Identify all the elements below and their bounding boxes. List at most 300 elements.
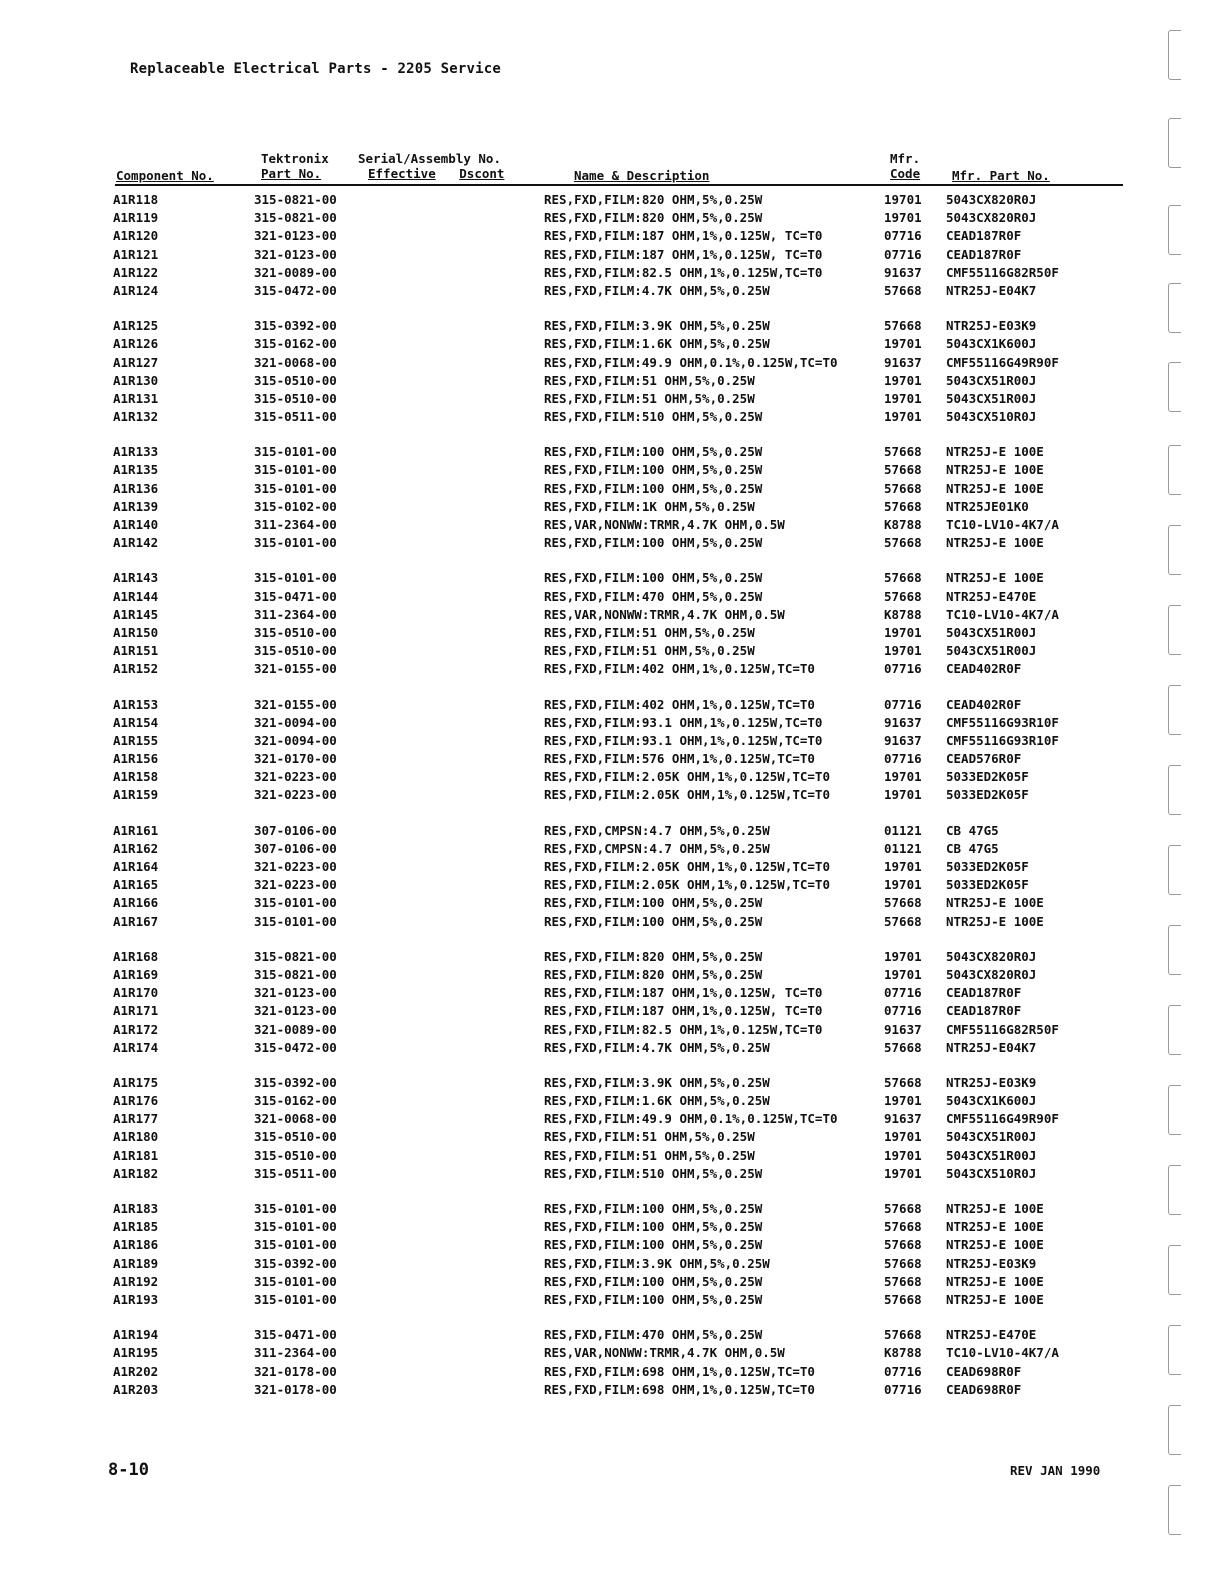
binder-tab-mark: [1168, 118, 1181, 168]
name-description: RES,FXD,FILM:820 OHM,5%,0.25W: [544, 948, 763, 964]
tek-part-no: 315-0510-00: [254, 624, 337, 640]
component-no: A1R164: [113, 859, 159, 874]
mfr-code: 57668: [884, 282, 922, 298]
mfr-code: 01121: [884, 840, 922, 856]
table-row: [0, 535, 1225, 553]
table-row: [0, 444, 1225, 462]
parts-group: [0, 444, 1225, 553]
parts-group: [0, 1327, 1225, 1400]
name-description: RES,FXD,FILM:51 OHM,5%,0.25W: [544, 372, 755, 388]
tek-part-no: 321-0178-00: [254, 1381, 337, 1397]
mfr-part-no: TC10-LV10-4K7/A: [946, 606, 1059, 622]
mfr-code: 07716: [884, 985, 922, 1001]
col-header-mfr-code: [890, 151, 920, 181]
tek-part-no: 321-0068-00: [254, 354, 337, 370]
tek-part-no: 315-0101-00: [254, 1273, 337, 1289]
col-header-tek-line1: Tektronix: [261, 151, 329, 166]
tek-part-no: 321-0123-00: [254, 246, 337, 262]
table-row: [0, 283, 1225, 301]
component-no: A1R150: [113, 624, 159, 640]
component-no: A1R167: [113, 913, 159, 929]
table-row: [0, 733, 1225, 751]
mfr-code: 19701: [884, 948, 922, 964]
table-row: [0, 265, 1225, 283]
component-no: A1R192: [113, 1273, 159, 1289]
mfr-part-no: 5043CX820R0J: [946, 192, 1037, 207]
table-row: [0, 625, 1225, 643]
mfr-code: 19701: [884, 787, 922, 803]
name-description: RES,FXD,FILM:1.6K OHM,5%,0.25W: [544, 1093, 770, 1109]
name-description: RES,FXD,FILM:51 OHM,5%,0.25W: [544, 1129, 755, 1145]
mfr-code: 57668: [884, 1201, 922, 1216]
parts-group: [0, 318, 1225, 427]
mfr-part-no: 5043CX51R00J: [946, 643, 1037, 659]
name-description: RES,FXD,FILM:820 OHM,5%,0.25W: [544, 192, 763, 207]
table-row: [0, 1075, 1225, 1093]
tek-part-no: 321-0155-00: [254, 696, 337, 712]
mfr-part-no: CEAD576R0F: [946, 751, 1022, 767]
component-no: A1R152: [113, 661, 159, 677]
mfr-part-no: 5033ED2K05F: [946, 769, 1029, 785]
binder-tab-mark: [1168, 205, 1181, 255]
tek-part-no: 315-0102-00: [254, 498, 337, 514]
mfr-code: K8788: [884, 517, 922, 532]
table-row: [0, 247, 1225, 265]
table-row: [0, 391, 1225, 409]
tek-part-no: 311-2364-00: [254, 517, 337, 532]
component-no: A1R165: [113, 877, 159, 893]
mfr-code: 07716: [884, 1381, 922, 1397]
table-row: [0, 318, 1225, 336]
mfr-part-no: CMF55116G93R10F: [946, 714, 1059, 730]
col-header-serial: [358, 151, 504, 181]
component-no: A1R140: [113, 517, 159, 532]
tek-part-no: 315-0162-00: [254, 1093, 337, 1109]
tek-part-no: 315-0101-00: [254, 1237, 337, 1253]
name-description: RES,FXD,FILM:187 OHM,1%,0.125W, TC=T0: [544, 228, 823, 244]
mfr-code: 91637: [884, 714, 922, 730]
table-row: [0, 769, 1225, 787]
mfr-part-no: CEAD698R0F: [946, 1363, 1022, 1379]
parts-group: [0, 949, 1225, 1058]
mfr-part-no: TC10-LV10-4K7/A: [946, 1345, 1059, 1361]
component-no: A1R122: [113, 264, 159, 280]
mfr-part-no: NTR25J-E03K9: [946, 1255, 1037, 1271]
name-description: RES,FXD,FILM:187 OHM,1%,0.125W, TC=T0: [544, 985, 823, 1001]
page-number: 8-10: [108, 1460, 149, 1480]
name-description: RES,FXD,FILM:100 OHM,5%,0.25W: [544, 535, 763, 551]
component-no: A1R145: [113, 606, 159, 622]
binder-tab-mark: [1168, 283, 1181, 333]
name-description: RES,FXD,FILM:576 OHM,1%,0.125W,TC=T0: [544, 751, 815, 767]
mfr-code: 19701: [884, 624, 922, 640]
component-no: A1R202: [113, 1363, 159, 1379]
tek-part-no: 315-0510-00: [254, 643, 337, 659]
mfr-code: 19701: [884, 877, 922, 893]
mfr-code: 19701: [884, 1129, 922, 1145]
component-no: A1R172: [113, 1021, 159, 1037]
mfr-code: 07716: [884, 246, 922, 262]
name-description: RES,FXD,FILM:100 OHM,5%,0.25W: [544, 1219, 763, 1235]
table-row: [0, 985, 1225, 1003]
component-no: A1R156: [113, 751, 159, 767]
name-description: RES,FXD,FILM:510 OHM,5%,0.25W: [544, 409, 763, 425]
name-description: RES,FXD,CMPSN:4.7 OHM,5%,0.25W: [544, 822, 770, 838]
name-description: RES,FXD,FILM:2.05K OHM,1%,0.125W,TC=T0: [544, 859, 830, 874]
binder-tab-mark: [1168, 765, 1181, 815]
mfr-code: 91637: [884, 264, 922, 280]
mfr-code: 19701: [884, 1165, 922, 1181]
mfr-code: 07716: [884, 696, 922, 712]
tek-part-no: 315-0821-00: [254, 210, 337, 226]
col-header-name-desc: Name & Description: [574, 168, 710, 183]
component-no: A1R174: [113, 1039, 159, 1055]
table-row: [0, 1129, 1225, 1147]
tek-part-no: 315-0101-00: [254, 1291, 337, 1307]
mfr-code: 57668: [884, 895, 922, 911]
mfr-part-no: NTR25J-E03K9: [946, 1074, 1037, 1090]
mfr-code: 19701: [884, 1147, 922, 1163]
tek-part-no: 315-0472-00: [254, 282, 337, 298]
table-row: [0, 1201, 1225, 1219]
tek-part-no: 315-0510-00: [254, 1147, 337, 1163]
binder-tab-mark: [1168, 605, 1181, 655]
component-no: A1R159: [113, 787, 159, 803]
table-row: [0, 1093, 1225, 1111]
mfr-part-no: CMF55116G49R90F: [946, 1111, 1059, 1127]
mfr-code: 57668: [884, 1291, 922, 1307]
tek-part-no: 315-0510-00: [254, 1129, 337, 1145]
table-row: [0, 1364, 1225, 1382]
tek-part-no: 321-0155-00: [254, 661, 337, 677]
mfr-part-no: CMF55116G82R50F: [946, 1021, 1059, 1037]
table-row: [0, 1148, 1225, 1166]
tek-part-no: 315-0101-00: [254, 535, 337, 551]
table-row: [0, 1040, 1225, 1058]
name-description: RES,FXD,FILM:187 OHM,1%,0.125W, TC=T0: [544, 246, 823, 262]
mfr-code: 19701: [884, 372, 922, 388]
mfr-code: 57668: [884, 1074, 922, 1090]
table-row: [0, 1219, 1225, 1237]
table-row: [0, 1111, 1225, 1129]
component-no: A1R139: [113, 498, 159, 514]
mfr-part-no: 5043CX51R00J: [946, 372, 1037, 388]
table-row: [0, 481, 1225, 499]
mfr-part-no: NTR25J-E04K7: [946, 282, 1037, 298]
mfr-code: 57668: [884, 913, 922, 929]
binder-tab-mark: [1168, 1005, 1181, 1055]
table-row: [0, 570, 1225, 588]
col-header-tek-part: [261, 151, 329, 181]
table-row: [0, 355, 1225, 373]
name-description: RES,FXD,FILM:51 OHM,5%,0.25W: [544, 643, 755, 659]
name-description: RES,FXD,CMPSN:4.7 OHM,5%,0.25W: [544, 840, 770, 856]
table-row: [0, 697, 1225, 715]
tek-part-no: 321-0094-00: [254, 732, 337, 748]
tek-part-no: 315-0471-00: [254, 1327, 337, 1343]
table-row: [0, 607, 1225, 625]
col-header-mfr-line2: Code: [890, 166, 921, 181]
name-description: RES,FXD,FILM:51 OHM,5%,0.25W: [544, 624, 755, 640]
mfr-part-no: NTR25J-E 100E: [946, 1219, 1044, 1235]
binder-tab-mark: [1168, 925, 1181, 975]
name-description: RES,FXD,FILM:4.7K OHM,5%,0.25W: [544, 282, 770, 298]
table-row: [0, 589, 1225, 607]
tek-part-no: 315-0101-00: [254, 462, 337, 478]
mfr-code: 57668: [884, 1237, 922, 1253]
mfr-part-no: 5043CX51R00J: [946, 624, 1037, 640]
component-no: A1R180: [113, 1129, 159, 1145]
col-header-serial-line1: Serial/Assembly No.: [358, 151, 501, 166]
table-row: [0, 823, 1225, 841]
tek-part-no: 315-0101-00: [254, 1219, 337, 1235]
table-row: [0, 1022, 1225, 1040]
name-description: RES,FXD,FILM:100 OHM,5%,0.25W: [544, 570, 763, 586]
table-row: [0, 1345, 1225, 1363]
table-row: [0, 661, 1225, 679]
col-header-component: Component No.: [116, 168, 214, 183]
tek-part-no: 315-0101-00: [254, 913, 337, 929]
binder-tab-mark: [1168, 1165, 1181, 1215]
mfr-part-no: CEAD187R0F: [946, 246, 1022, 262]
mfr-code: 91637: [884, 732, 922, 748]
name-description: RES,FXD,FILM:4.7K OHM,5%,0.25W: [544, 1039, 770, 1055]
mfr-code: 57668: [884, 318, 922, 334]
tek-part-no: 321-0089-00: [254, 1021, 337, 1037]
table-row: [0, 409, 1225, 427]
tek-part-no: 315-0101-00: [254, 444, 337, 460]
mfr-part-no: NTR25J-E 100E: [946, 535, 1044, 551]
tek-part-no: 311-2364-00: [254, 1345, 337, 1361]
mfr-code: 91637: [884, 354, 922, 370]
mfr-code: 57668: [884, 462, 922, 478]
mfr-code: 57668: [884, 1273, 922, 1289]
name-description: RES,FXD,FILM:100 OHM,5%,0.25W: [544, 462, 763, 478]
component-no: A1R182: [113, 1165, 159, 1181]
mfr-part-no: NTR25J-E470E: [946, 588, 1037, 604]
component-no: A1R118: [113, 192, 159, 207]
mfr-code: K8788: [884, 1345, 922, 1361]
component-no: A1R135: [113, 462, 159, 478]
mfr-code: 07716: [884, 661, 922, 677]
mfr-code: 01121: [884, 822, 922, 838]
name-description: RES,FXD,FILM:82.5 OHM,1%,0.125W,TC=T0: [544, 264, 823, 280]
table-row: [0, 517, 1225, 535]
parts-table: [0, 192, 1225, 1417]
tek-part-no: 315-0821-00: [254, 966, 337, 982]
mfr-code: 57668: [884, 498, 922, 514]
component-no: A1R162: [113, 840, 159, 856]
component-no: A1R176: [113, 1093, 159, 1109]
mfr-part-no: CEAD187R0F: [946, 1003, 1022, 1019]
mfr-part-no: 5043CX1K600J: [946, 336, 1037, 352]
tek-part-no: 315-0511-00: [254, 409, 337, 425]
col-header-mfr-part: Mfr. Part No.: [952, 168, 1050, 183]
component-no: A1R186: [113, 1237, 159, 1253]
tek-part-no: 311-2364-00: [254, 606, 337, 622]
component-no: A1R121: [113, 246, 159, 262]
name-description: RES,FXD,FILM:3.9K OHM,5%,0.25W: [544, 1255, 770, 1271]
table-row: [0, 914, 1225, 932]
col-header-mfr-line1: Mfr.: [890, 151, 921, 166]
mfr-part-no: 5043CX510R0J: [946, 409, 1037, 425]
tek-part-no: 315-0510-00: [254, 390, 337, 406]
mfr-part-no: 5043CX51R00J: [946, 1129, 1037, 1145]
name-description: RES,FXD,FILM:93.1 OHM,1%,0.125W,TC=T0: [544, 732, 823, 748]
tek-part-no: 315-0101-00: [254, 1201, 337, 1216]
component-no: A1R193: [113, 1291, 159, 1307]
table-row: [0, 373, 1225, 391]
component-no: A1R170: [113, 985, 159, 1001]
mfr-part-no: NTR25J-E 100E: [946, 570, 1044, 586]
mfr-part-no: CMF55116G93R10F: [946, 732, 1059, 748]
name-description: RES,FXD,FILM:49.9 OHM,0.1%,0.125W,TC=T0: [544, 354, 838, 370]
name-description: RES,FXD,FILM:698 OHM,1%,0.125W,TC=T0: [544, 1381, 815, 1397]
component-no: A1R169: [113, 966, 159, 982]
mfr-part-no: CEAD187R0F: [946, 985, 1022, 1001]
mfr-part-no: NTR25JE01K0: [946, 498, 1029, 514]
component-no: A1R175: [113, 1074, 159, 1090]
mfr-part-no: 5043CX820R0J: [946, 948, 1037, 964]
table-row: [0, 1237, 1225, 1255]
mfr-code: 19701: [884, 390, 922, 406]
mfr-code: 19701: [884, 409, 922, 425]
mfr-part-no: NTR25J-E 100E: [946, 895, 1044, 911]
mfr-part-no: NTR25J-E 100E: [946, 1237, 1044, 1253]
page-title: Replaceable Electrical Parts - 2205 Service: [130, 61, 502, 77]
component-no: A1R155: [113, 732, 159, 748]
mfr-part-no: NTR25J-E 100E: [946, 1273, 1044, 1289]
tek-part-no: 315-0392-00: [254, 1074, 337, 1090]
table-row: [0, 949, 1225, 967]
mfr-part-no: NTR25J-E 100E: [946, 913, 1044, 929]
tek-part-no: 321-0123-00: [254, 985, 337, 1001]
parts-group: [0, 823, 1225, 932]
binder-tab-mark: [1168, 1485, 1181, 1535]
col-header-effective: Effective: [368, 166, 436, 181]
table-row: [0, 859, 1225, 877]
mfr-part-no: NTR25J-E 100E: [946, 444, 1044, 460]
name-description: RES,VAR,NONWW:TRMR,4.7K OHM,0.5W: [544, 1345, 785, 1361]
mfr-part-no: 5033ED2K05F: [946, 859, 1029, 874]
col-header-tek-line2: Part No.: [261, 166, 322, 181]
mfr-code: 57668: [884, 588, 922, 604]
mfr-part-no: CEAD187R0F: [946, 228, 1022, 244]
binder-tab-mark: [1168, 1325, 1181, 1375]
mfr-code: 57668: [884, 535, 922, 551]
name-description: RES,FXD,FILM:100 OHM,5%,0.25W: [544, 1273, 763, 1289]
component-no: A1R125: [113, 318, 159, 334]
component-no: A1R194: [113, 1327, 159, 1343]
tek-part-no: 315-0821-00: [254, 192, 337, 207]
name-description: RES,FXD,FILM:82.5 OHM,1%,0.125W,TC=T0: [544, 1021, 823, 1037]
table-row: [0, 1292, 1225, 1310]
mfr-part-no: 5043CX820R0J: [946, 966, 1037, 982]
name-description: RES,FXD,FILM:100 OHM,5%,0.25W: [544, 1291, 763, 1307]
tek-part-no: 315-0471-00: [254, 588, 337, 604]
component-no: A1R158: [113, 769, 159, 785]
tek-part-no: 321-0068-00: [254, 1111, 337, 1127]
component-no: A1R189: [113, 1255, 159, 1271]
mfr-code: 19701: [884, 859, 922, 874]
name-description: RES,FXD,FILM:510 OHM,5%,0.25W: [544, 1165, 763, 1181]
mfr-part-no: CB 47G5: [946, 840, 999, 856]
mfr-part-no: CMF55116G49R90F: [946, 354, 1059, 370]
mfr-code: 07716: [884, 228, 922, 244]
mfr-part-no: 5043CX51R00J: [946, 1147, 1037, 1163]
mfr-code: 57668: [884, 1039, 922, 1055]
tek-part-no: 321-0223-00: [254, 859, 337, 874]
binder-tab-mark: [1168, 1405, 1181, 1455]
mfr-part-no: 5043CX1K600J: [946, 1093, 1037, 1109]
mfr-code: 57668: [884, 1327, 922, 1343]
binder-tab-mark: [1168, 685, 1181, 735]
mfr-part-no: TC10-LV10-4K7/A: [946, 517, 1059, 532]
component-no: A1R142: [113, 535, 159, 551]
component-no: A1R144: [113, 588, 159, 604]
binder-tab-mark: [1168, 362, 1181, 412]
component-no: A1R154: [113, 714, 159, 730]
table-row: [0, 192, 1225, 210]
mfr-code: 19701: [884, 336, 922, 352]
name-description: RES,FXD,FILM:100 OHM,5%,0.25W: [544, 1237, 763, 1253]
name-description: RES,FXD,FILM:470 OHM,5%,0.25W: [544, 588, 763, 604]
mfr-part-no: CEAD402R0F: [946, 661, 1022, 677]
tek-part-no: 321-0170-00: [254, 751, 337, 767]
component-no: A1R132: [113, 409, 159, 425]
binder-tab-mark: [1168, 845, 1181, 895]
mfr-part-no: NTR25J-E03K9: [946, 318, 1037, 334]
binder-tab-mark: [1168, 1245, 1181, 1295]
name-description: RES,FXD,FILM:1K OHM,5%,0.25W: [544, 498, 755, 514]
component-no: A1R124: [113, 282, 159, 298]
component-no: A1R133: [113, 444, 159, 460]
tek-part-no: 315-0821-00: [254, 948, 337, 964]
tek-part-no: 321-0094-00: [254, 714, 337, 730]
mfr-code: 19701: [884, 769, 922, 785]
mfr-code: 07716: [884, 1363, 922, 1379]
tek-part-no: 315-0392-00: [254, 1255, 337, 1271]
table-row: [0, 787, 1225, 805]
parts-group: [0, 1075, 1225, 1184]
table-row: [0, 895, 1225, 913]
tek-part-no: 315-0101-00: [254, 480, 337, 496]
mfr-part-no: 5033ED2K05F: [946, 787, 1029, 803]
name-description: RES,FXD,FILM:820 OHM,5%,0.25W: [544, 210, 763, 226]
name-description: RES,FXD,FILM:820 OHM,5%,0.25W: [544, 966, 763, 982]
name-description: RES,FXD,FILM:51 OHM,5%,0.25W: [544, 1147, 755, 1163]
component-no: A1R119: [113, 210, 159, 226]
mfr-part-no: NTR25J-E 100E: [946, 480, 1044, 496]
component-no: A1R151: [113, 643, 159, 659]
component-no: A1R126: [113, 336, 159, 352]
component-no: A1R203: [113, 1381, 159, 1397]
component-no: A1R120: [113, 228, 159, 244]
tek-part-no: 307-0106-00: [254, 840, 337, 856]
parts-group: [0, 1201, 1225, 1310]
component-no: A1R185: [113, 1219, 159, 1235]
tek-part-no: 315-0472-00: [254, 1039, 337, 1055]
binder-tab-mark: [1168, 525, 1181, 575]
tek-part-no: 321-0178-00: [254, 1363, 337, 1379]
table-row: [0, 228, 1225, 246]
component-no: A1R181: [113, 1147, 159, 1163]
name-description: RES,FXD,FILM:1.6K OHM,5%,0.25W: [544, 336, 770, 352]
component-no: A1R136: [113, 480, 159, 496]
mfr-code: 19701: [884, 1093, 922, 1109]
component-no: A1R195: [113, 1345, 159, 1361]
parts-group: [0, 570, 1225, 679]
